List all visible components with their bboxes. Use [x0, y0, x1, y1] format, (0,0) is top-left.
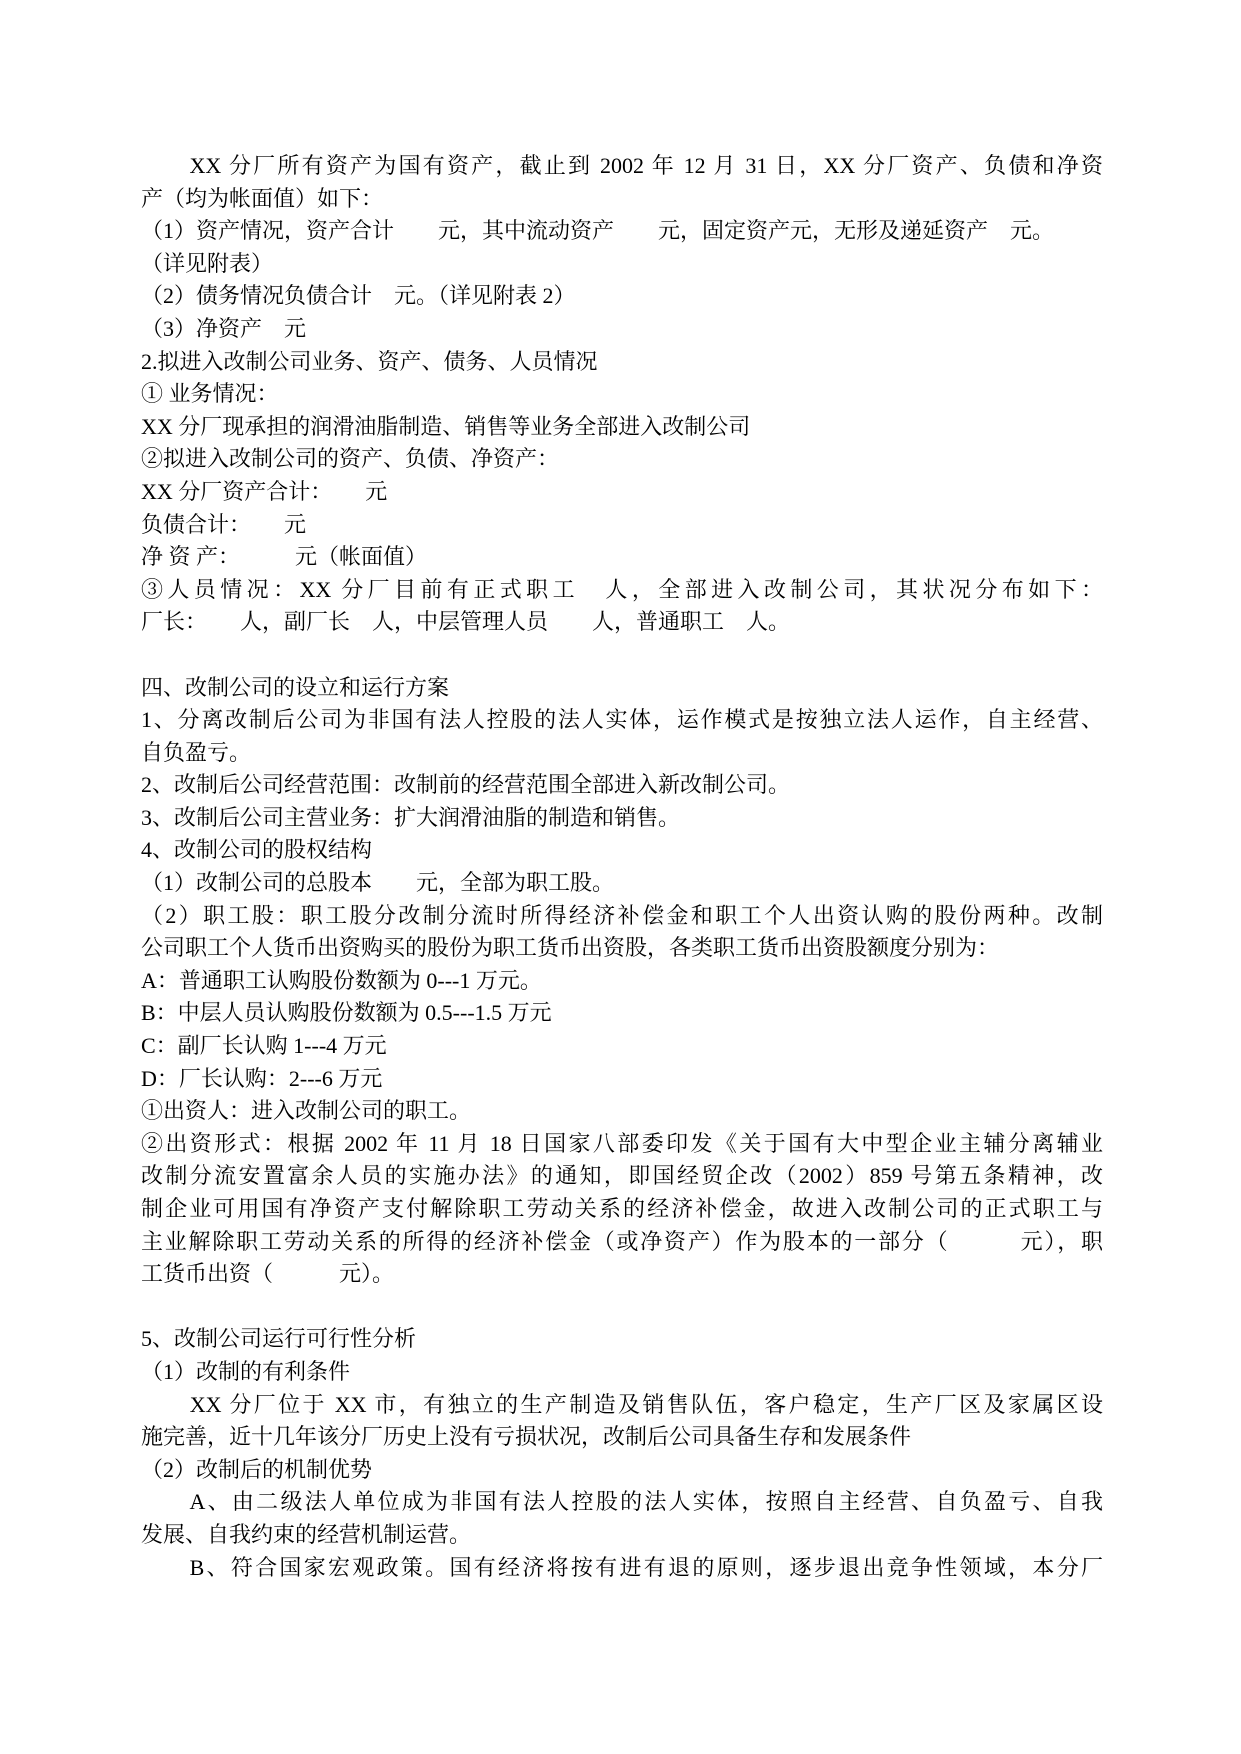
document-line: （3）净资产 元 — [141, 315, 307, 341]
document-line: B、符合国家宏观政策。国有经济将按有进有退的原则，逐步退出竞争性领域，本分厂 — [141, 1554, 1103, 1580]
document-line: ②出资形式：根据 2002 年 11 月 18 日国家八部委印发《关于国有大中型企业主辅分离辅业 — [141, 1130, 1103, 1156]
document-line: XX 分厂现承担的润滑油脂制造、销售等业务全部进入改制公司 — [141, 413, 751, 439]
document-line: 自负盈亏。 — [141, 739, 252, 765]
document-line: 2.拟进入改制公司业务、资产、债务、人员情况 — [141, 348, 598, 374]
document-line: XX 分厂资产合计： 元 — [141, 478, 388, 504]
document-line: 发展、自我约束的经营机制运营。 — [141, 1521, 472, 1547]
document-line: （1）资产情况，资产合计 元，其中流动资产 元，固定资产元，无形及递延资产 元。 — [141, 218, 1055, 244]
document-line: 公司职工个人货币出资购买的股份为职工货币出资股，各类职工货币出资股额度分别为： — [141, 935, 1000, 961]
document-line: 改制分流安置富余人员的实施办法》的通知，即国经贸企改（2002）859 号第五条精神，改 — [141, 1163, 1103, 1189]
document-line: 5、改制公司运行可行性分析 — [141, 1326, 417, 1352]
document-line: 4、改制公司的股权结构 — [141, 837, 373, 863]
blank-line — [141, 1291, 1103, 1324]
document-line: 制企业可用国有净资产支付解除职工劳动关系的经济补偿金，故进入改制公司的正式职工与 — [141, 1196, 1103, 1221]
document-line: ③人员情况：XX 分厂目前有正式职工 人，全部进入改制公司，其状况分布如下： — [141, 576, 1103, 602]
document-body — [141, 150, 1103, 1584]
document-line: （1）改制的有利条件 — [141, 1358, 351, 1384]
document-line: ① 业务情况： — [141, 381, 279, 407]
document-line: （1）改制公司的总股本 元，全部为职工股。 — [141, 870, 615, 896]
document-line: 产（均为帐面值）如下： — [141, 185, 384, 211]
document-line: 工货币出资（ 元）。 — [141, 1261, 395, 1287]
document-line: B：中层人员认购股份数额为 0.5---1.5 万元 — [141, 1000, 552, 1026]
document-line: 3、改制后公司主营业务：扩大润滑油脂的制造和销售。 — [141, 804, 681, 830]
document-line: 主业解除职工劳动关系的所得的经济补偿金（或净资产）作为股本的一部分（ 元），职 — [141, 1228, 1103, 1254]
document-line: 施完善，近十几年该分厂历史上没有亏损状况，改制后公司具备生存和发展条件 — [141, 1424, 912, 1450]
document-line: 2、改制后公司经营范围：改制前的经营范围全部进入新改制公司。 — [141, 772, 791, 798]
document-line: 负债合计： 元 — [141, 511, 307, 537]
document-line: ①出资人：进入改制公司的职工。 — [141, 1098, 472, 1124]
document-line: 净 资 产： 元（帐面值） — [141, 544, 428, 570]
document-line: XX 分厂所有资产为国有资产，截止到 2002 年 12 月 31 日，XX 分厂资产、负债和净资 — [141, 153, 1103, 178]
blank-line — [141, 639, 1103, 672]
document-line: 1、分离改制后公司为非国有法人控股的法人实体，运作模式是按独立法人运作，自主经营、 — [141, 707, 1103, 733]
document-line: （2）债务情况负债合计 元。（详见附表 2） — [141, 283, 576, 309]
document-line: XX 分厂位于 XX 市，有独立的生产制造及销售队伍，客户稳定，生产厂区及家属区设 — [141, 1391, 1103, 1417]
document-line: （2）职工股：职工股分改制分流时所得经济补偿金和职工个人出资认购的股份两种。改制 — [141, 902, 1103, 928]
document-line: D：厂长认购：2---6 万元 — [141, 1065, 383, 1091]
document-line: 厂长： 人，副厂长 人，中层管理人员 人，普通职工 人。 — [141, 609, 791, 635]
document-line: C：副厂长认购 1---4 万元 — [141, 1033, 387, 1059]
document-line: （详见附表） — [141, 250, 274, 276]
document-line: A：普通职工认购股份数额为 0---1 万元。 — [141, 967, 542, 993]
document-line: 四、改制公司的设立和运行方案 — [141, 674, 450, 700]
document-line: ②拟进入改制公司的资产、负债、净资产： — [141, 446, 560, 472]
document-line: A、由二级法人单位成为非国有法人控股的法人实体，按照自主经营、自负盈亏、自我 — [141, 1489, 1104, 1515]
document-line: （2）改制后的机制优势 — [141, 1456, 373, 1482]
